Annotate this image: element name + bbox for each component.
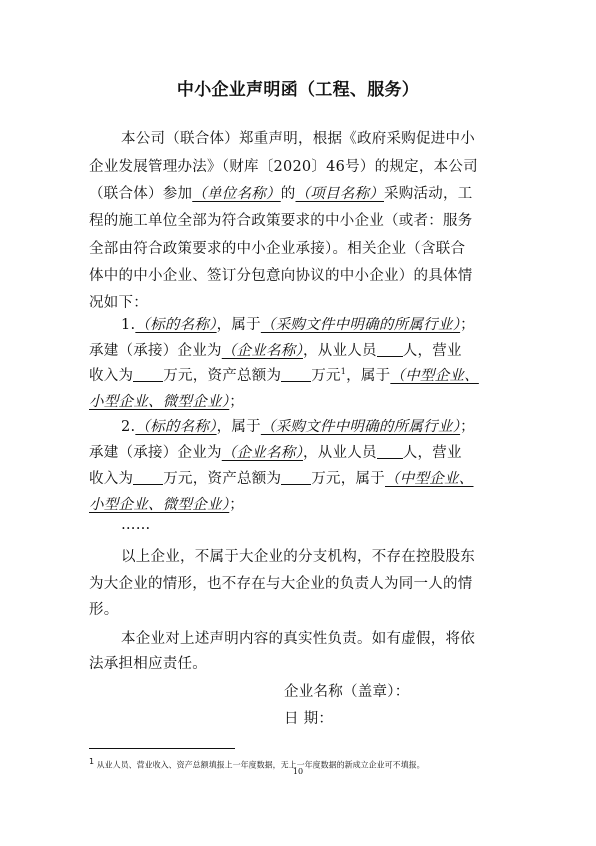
lot-name-blank: （标的名称） (135, 419, 217, 435)
item-text: ，属于 (216, 317, 261, 333)
item-text: 承建（承接）企业为 (89, 343, 222, 359)
assets-blank (281, 470, 311, 485)
intro-line-5: 全部由符合政策要求的中小企业承接）。相关企业（含联合 (89, 241, 466, 257)
footnote-marker: 1 (340, 367, 347, 377)
footnote-marker: 1 (89, 757, 95, 766)
footnote-separator (89, 748, 235, 749)
company-seal-label: 企业名称（盖章）： (284, 684, 410, 700)
intro-text: 采购活动，工 (384, 186, 473, 202)
assets-blank (281, 367, 311, 382)
staff-count-blank (377, 444, 403, 459)
ellipsis: …… (121, 517, 151, 533)
item-text: 万元，资产总额为 (163, 471, 282, 487)
revenue-blank (133, 367, 163, 382)
item-text: 承建（承接）企业为 (89, 445, 222, 461)
date-label: 日 期： (284, 711, 334, 727)
declaration-line-2: 为大企业的情形，也不存在与大企业的负责人为同一人的情 (89, 576, 473, 592)
item-1-line-1 (121, 313, 519, 334)
enterprise-type-blank: 小型企业、微型企业） (89, 497, 230, 513)
company-name-blank: （企业名称） (221, 343, 303, 359)
revenue-blank (133, 470, 163, 485)
company-name-blank: （企业名称） (221, 445, 303, 461)
item-text: 万元，资产总额为 (163, 368, 282, 384)
intro-line-1: 本公司（联合体）郑重声明，根据《政府采购促进中小 (121, 131, 475, 147)
industry-blank: （采购文件中明确的所属行业） (260, 419, 461, 435)
document-title: 中小企业声明函（工程、服务） (176, 80, 420, 100)
declaration-line-1: 以上企业，不属于大企业的分支机构，不存在控股股东 (121, 549, 475, 565)
intro-line-2: 企业发展管理办法》（财库〔2020〕46号）的规定，本公司 (89, 159, 478, 175)
item-text: 人，营业 (402, 343, 462, 359)
intro-line-4: 程的施工单位全部为符合政策要求的中小企业（或者：服务 (89, 213, 473, 229)
project-name-blank: （项目名称） (295, 186, 384, 202)
item-text: 收入为 (89, 471, 134, 487)
item-text: ，从业人员 (303, 445, 377, 461)
intro-line-6: 体中的中小企业、签订分包意向协议的中小企业）的具体情 (89, 268, 473, 284)
item-text: 人，营业 (402, 445, 462, 461)
item-1-line-4 (89, 390, 519, 411)
item-text: ，属于 (346, 368, 391, 384)
enterprise-type-blank: （中型企业、 (385, 471, 474, 487)
item-text: 万元 (311, 368, 341, 384)
item-text: ； (229, 394, 244, 410)
industry-blank: （采购文件中明确的所属行业） (260, 317, 461, 333)
item-2-line-4 (89, 493, 519, 514)
item-2-line-1 (121, 415, 519, 436)
item-1-line-3 (89, 364, 519, 385)
lot-name-blank: （标的名称） (135, 317, 217, 333)
item-1-line-2 (89, 339, 519, 360)
declaration-line-3: 形。 (89, 602, 119, 618)
intro-line-7: 况如下： (89, 295, 148, 311)
responsibility-line-1: 本企业对上述声明内容的真实性负责。如有虚假，将依 (121, 631, 475, 647)
footnote-text: 从业人员、营业收入、资产总额填报上一年度数据，无上一年度数据的新成立企业可不填报。 (96, 760, 425, 770)
unit-name-blank: （单位名称） (192, 186, 281, 202)
item-text: ； (460, 419, 475, 435)
enterprise-type-blank: （中型企业、 (390, 368, 479, 384)
item-2-line-3 (89, 467, 519, 488)
item-text: ； (229, 497, 244, 513)
intro-text: 的 (280, 186, 296, 202)
enterprise-type-blank: 小型企业、微型企业） (89, 394, 230, 410)
item-2-line-2 (89, 441, 519, 462)
item-text: 收入为 (89, 368, 134, 384)
staff-count-blank (377, 342, 403, 357)
item-text: ，属于 (216, 419, 261, 435)
item-number: 2. (121, 419, 136, 435)
item-text: ； (460, 317, 475, 333)
item-text: ，从业人员 (303, 343, 377, 359)
item-text: 万元，属于 (311, 471, 385, 487)
intro-text: （联合体）参加 (89, 186, 193, 202)
item-number: 1. (121, 317, 136, 333)
responsibility-line-2: 法承担相应责任。 (89, 656, 207, 672)
page-number: 10 (292, 767, 304, 776)
intro-line-3 (89, 182, 519, 203)
